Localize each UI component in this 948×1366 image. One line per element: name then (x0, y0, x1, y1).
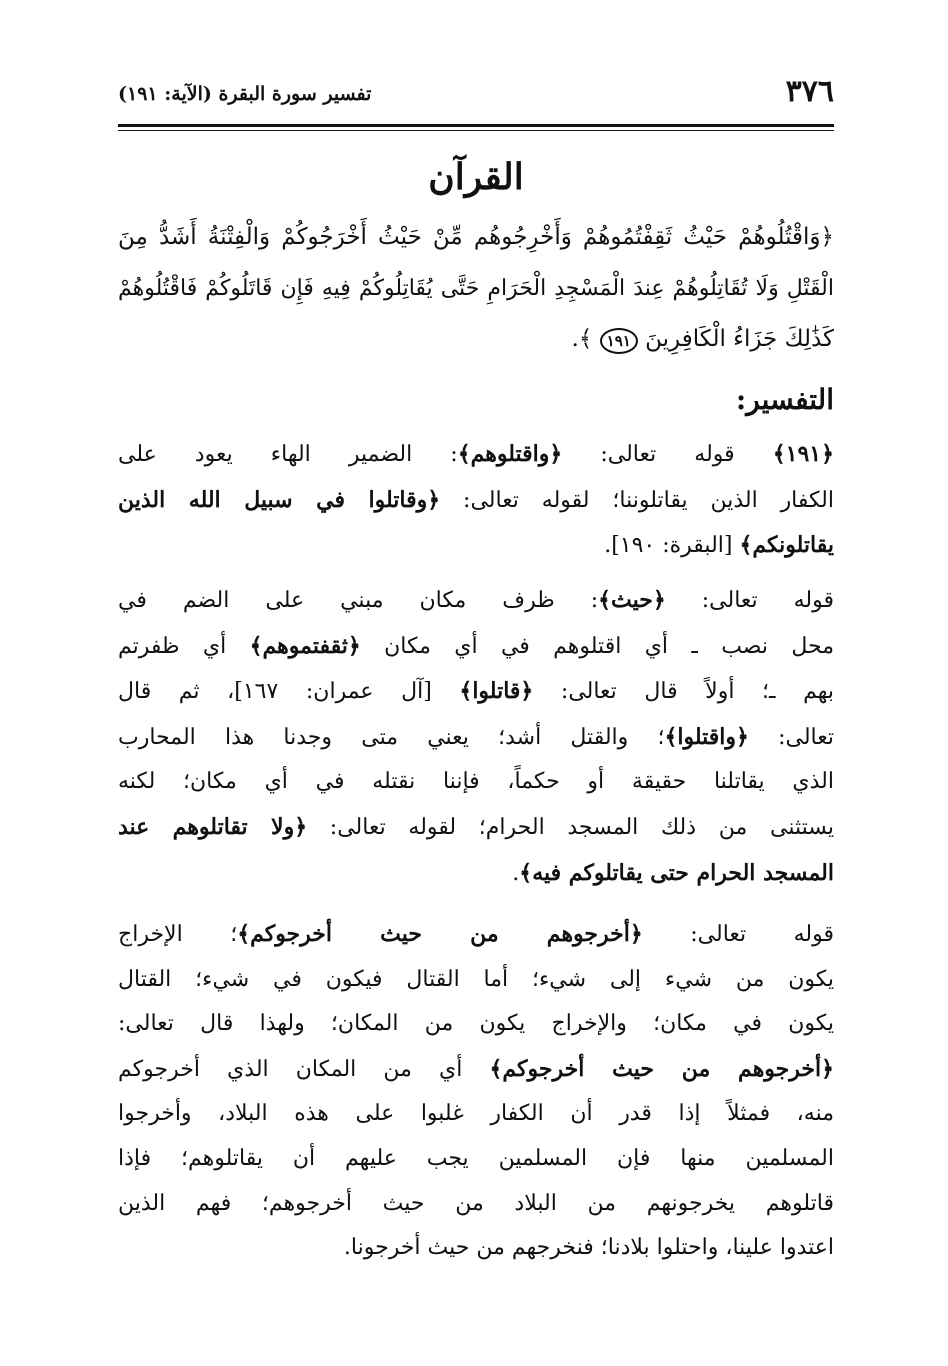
quoted-verse: ﴿وقاتلوا في سبيل الله الذين (118, 486, 441, 513)
text-line (118, 669, 834, 715)
quoted-verse: ﴿ولا تقاتلوهم عند (118, 813, 308, 840)
quoted-word: ﴿قاتلوا﴾ (459, 678, 534, 705)
text-line (118, 578, 834, 624)
tafsir-paragraph-3 (118, 912, 834, 1271)
text-line (118, 805, 834, 851)
quran-closing: ﴾. (571, 326, 593, 352)
quoted-verse: ﴿أخرجوهم من حيث أخرجوكم﴾ (489, 1055, 835, 1082)
text-run: أي من المكان الذي أخرجوكم (118, 1056, 490, 1082)
text-line (118, 912, 834, 958)
quoted-verse: ﴿أخرجوهم من حيث أخرجوكم﴾ (237, 921, 643, 947)
text-line: يكون في مكان؛ والإخراج يكون من المكان؛ ولهذا قال تعالى: (118, 1011, 834, 1037)
quran-line: ﴿وَاقْتُلُوهُمْ حَيْثُ ثَقِفْتُمُوهُمْ وَأَخْرِجُوهُم مِّنْ حَيْثُ أَخْرَجُوكُمْ وَالْفِتْنَةُ أَشَدُّ مِنَ (118, 224, 834, 250)
ayah-number-marker: ١٩١ (600, 328, 638, 354)
text-line (118, 523, 834, 569)
text-line: منه، فمثلاً إذا قدر أن الكفار غلبوا على هذه البلاد، وأخرجوا (118, 1101, 834, 1127)
header-rule-thick (118, 124, 834, 127)
tafsir-paragraph-2 (118, 578, 834, 896)
text-line: المسلمين منها فإن المسلمين يجب عليهم أن يقاتلوهم؛ فإذا (118, 1145, 834, 1171)
text-run: قوله تعالى: (642, 922, 834, 947)
text-run: محل نصب ـ أي اقتلوهم في أي مكان (360, 633, 834, 659)
text-line (118, 851, 834, 897)
text-run: يستثنى من ذلك المسجد الحرام؛ لقوله تعالى: (307, 814, 834, 840)
quran-line-text: كَذَٰلِكَ جَزَاءُ الْكَافِرِينَ (645, 326, 834, 352)
quran-line: الْقَتْلِ وَلَا تُقَاتِلُوهُمْ عِندَ الْمَسْجِدِ الْحَرَامِ حَتَّى يُقَاتِلُوكُمْ فِيهِ فَإِن قَاتَلُوكُمْ فَاقْتُلُوهُمْ (118, 276, 834, 301)
page-number: ٣٧٦ (785, 74, 834, 109)
quoted-verse: المسجد الحرام حتى يقاتلوكم فيه﴾ (519, 859, 834, 886)
quoted-word: ﴿ثقفتموهم﴾ (249, 632, 361, 659)
tafsir-paragraph-1 (118, 432, 834, 569)
text-run: بهم ـ؛ أولاً قال تعالى: (533, 679, 834, 705)
text-run: أي ظفرتم (118, 633, 250, 659)
text-run: تعالى: (748, 724, 834, 750)
quran-section-title: القرآن (428, 156, 524, 198)
tafsir-section-title: التفسير: (735, 383, 834, 416)
text-line (118, 624, 834, 670)
text-line: قاتلوهم يخرجونهم من البلاد من حيث أخرجوهم؛ فهم الذين (118, 1190, 834, 1216)
text-run: قوله تعالى: (665, 588, 834, 613)
text-run: قوله تعالى: (562, 442, 773, 467)
text-line: يكون من شيء إلى شيء؛ أما القتال فيكون في شيء؛ القتال (118, 966, 834, 992)
text-line (118, 715, 834, 761)
text-line (118, 1047, 834, 1093)
verse-number: ﴿١٩١﴾ (772, 441, 834, 467)
text-line (118, 478, 834, 524)
quoted-word: ﴿حيث﴾ (598, 587, 666, 613)
text-line: الذي يقاتلنا حقيقة أو حكماً، فإننا نقتله في أي مكان؛ لكنه (118, 769, 834, 795)
quoted-verse: ﴿واقتلوهم﴾ (457, 441, 563, 467)
text-run: ؛ الإخراج (118, 922, 238, 947)
text-run: . (512, 860, 520, 886)
quoted-word: ﴿واقتلوا﴾ (664, 723, 749, 750)
text-run: : ظرف مكان مبني على الضم في (118, 588, 599, 613)
text-run: ؛ والقتل أشد؛ يعني متى وجدنا هذا المحارب (118, 724, 665, 750)
text-line: اعتدوا علينا، واحتلوا بلادنا؛ فنخرجهم من حيث أخرجونا. (343, 1235, 834, 1261)
text-run: [البقرة: ١٩٠]. (604, 533, 740, 559)
quoted-verse: يقاتلونكم﴾ (739, 532, 834, 559)
text-run: : الضمير الهاء يعود على (118, 442, 458, 467)
header-rule-thin (118, 130, 834, 131)
text-line (118, 432, 834, 478)
quran-line (118, 314, 834, 365)
running-title: تفسير سورة البقرة (الآية: ١٩١) (118, 83, 372, 105)
text-run: [آل عمران: ١٦٧]، ثم قال (118, 679, 460, 705)
page-header (118, 72, 834, 122)
text-run: الكفار الذين يقاتلوننا؛ لقوله تعالى: (440, 487, 834, 513)
quran-verse-block (118, 212, 834, 365)
